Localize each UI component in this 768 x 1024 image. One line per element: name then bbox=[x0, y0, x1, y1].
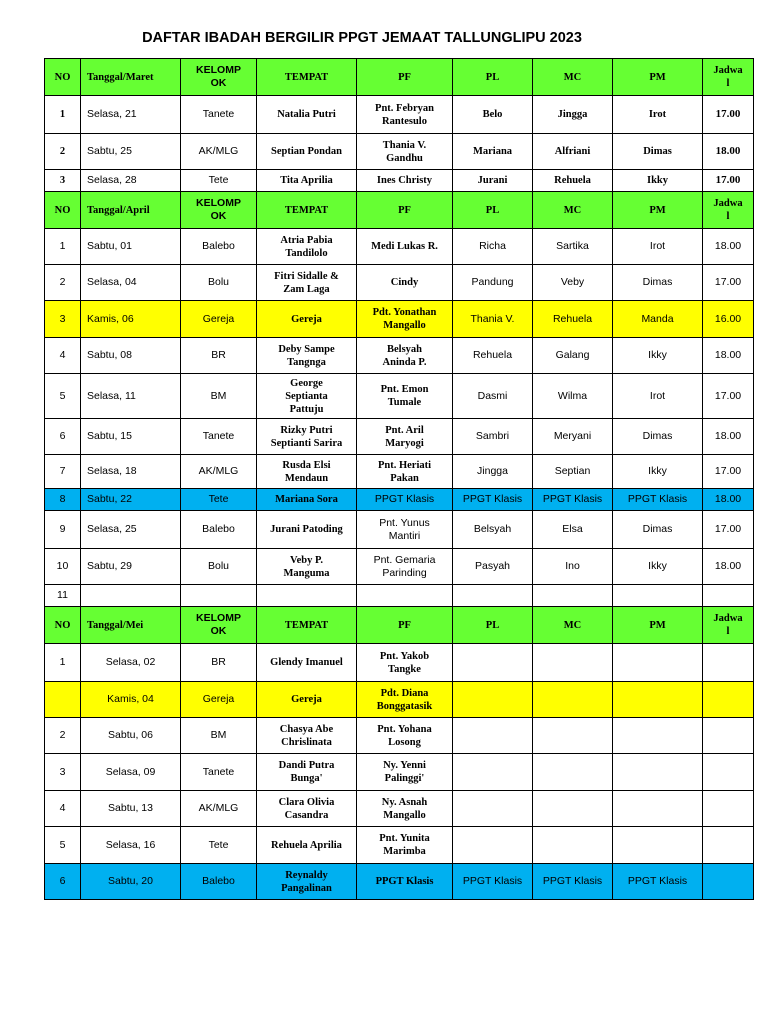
cell-tempat: Rusda Elsi Mendaun bbox=[257, 455, 357, 489]
cell-no: 2 bbox=[45, 718, 81, 754]
cell-tanggal: Sabtu, 13 bbox=[81, 791, 181, 827]
cell-pf: Pnt. Aril Maryogi bbox=[357, 419, 453, 455]
cell-mc: Sartika bbox=[533, 229, 613, 265]
cell-kelompok: Tete bbox=[181, 170, 257, 192]
cell-pm bbox=[613, 718, 703, 754]
cell-no: 3 bbox=[45, 754, 81, 791]
cell-pl bbox=[453, 585, 533, 607]
cell-pm: Manda bbox=[613, 301, 703, 338]
cell-jadwal: 18.00 bbox=[703, 419, 754, 455]
cell-pf: Ny. Yenni Palinggi' bbox=[357, 754, 453, 791]
cell-kelompok: Tete bbox=[181, 489, 257, 511]
cell-kelompok: Balebo bbox=[181, 229, 257, 265]
cell-jadwal: 17.00 bbox=[703, 374, 754, 419]
table-row bbox=[45, 549, 754, 585]
cell-tanggal: Selasa, 02 bbox=[81, 644, 181, 682]
cell-pm bbox=[613, 791, 703, 827]
cell-pl bbox=[453, 718, 533, 754]
cell-pl bbox=[453, 644, 533, 682]
table-row bbox=[45, 489, 754, 511]
cell-pl: Pandung bbox=[453, 265, 533, 301]
cell-pm: Dimas bbox=[613, 265, 703, 301]
header-cell-jadwal: Jadwa l bbox=[703, 59, 754, 96]
cell-jadwal: 18.00 bbox=[703, 134, 754, 170]
header-cell-pl: PL bbox=[453, 192, 533, 229]
table-row bbox=[45, 682, 754, 718]
cell-mc: Ino bbox=[533, 549, 613, 585]
cell-pf: Pnt. Yohana Losong bbox=[357, 718, 453, 754]
header-cell-tanggal: Tanggal/April bbox=[81, 192, 181, 229]
cell-kelompok: Tete bbox=[181, 827, 257, 864]
cell-jadwal bbox=[703, 791, 754, 827]
cell-jadwal bbox=[703, 644, 754, 682]
cell-tempat: Dandi Putra Bunga' bbox=[257, 754, 357, 791]
cell-pm bbox=[613, 754, 703, 791]
cell-no: 8 bbox=[45, 489, 81, 511]
cell-pm: Dimas bbox=[613, 134, 703, 170]
cell-pm: Ikky bbox=[613, 549, 703, 585]
header-cell-mc: MC bbox=[533, 192, 613, 229]
cell-no: 4 bbox=[45, 338, 81, 374]
cell-pm bbox=[613, 644, 703, 682]
cell-mc bbox=[533, 585, 613, 607]
cell-pl: Mariana bbox=[453, 134, 533, 170]
cell-tempat: Rehuela Aprilia bbox=[257, 827, 357, 864]
cell-no: 3 bbox=[45, 301, 81, 338]
cell-pl: Pasyah bbox=[453, 549, 533, 585]
cell-no: 4 bbox=[45, 791, 81, 827]
cell-kelompok: AK/MLG bbox=[181, 455, 257, 489]
cell-kelompok: Balebo bbox=[181, 864, 257, 900]
cell-jadwal: 17.00 bbox=[703, 96, 754, 134]
cell-tempat: Rizky Putri Septianti Sarira bbox=[257, 419, 357, 455]
cell-pl bbox=[453, 682, 533, 718]
cell-tanggal: Sabtu, 20 bbox=[81, 864, 181, 900]
cell-mc bbox=[533, 827, 613, 864]
cell-no: 3 bbox=[45, 170, 81, 192]
cell-pl bbox=[453, 791, 533, 827]
cell-no: 9 bbox=[45, 511, 81, 549]
cell-no: 11 bbox=[45, 585, 81, 607]
cell-tempat: Natalia Putri bbox=[257, 96, 357, 134]
header-cell-tempat: TEMPAT bbox=[257, 59, 357, 96]
cell-pm: Irot bbox=[613, 374, 703, 419]
header-cell-pf: PF bbox=[357, 192, 453, 229]
cell-mc bbox=[533, 682, 613, 718]
cell-no: 2 bbox=[45, 265, 81, 301]
cell-tanggal: Sabtu, 22 bbox=[81, 489, 181, 511]
cell-tanggal: Kamis, 06 bbox=[81, 301, 181, 338]
header-cell-tempat: TEMPAT bbox=[257, 607, 357, 644]
cell-pf: PPGT Klasis bbox=[357, 489, 453, 511]
cell-tempat: Septian Pondan bbox=[257, 134, 357, 170]
cell-mc: PPGT Klasis bbox=[533, 864, 613, 900]
cell-no: 1 bbox=[45, 229, 81, 265]
cell-no: 2 bbox=[45, 134, 81, 170]
header-cell-kelompok: KELOMP OK bbox=[181, 59, 257, 96]
header-cell-pm: PM bbox=[613, 192, 703, 229]
cell-pm: Ikky bbox=[613, 455, 703, 489]
cell-kelompok: BR bbox=[181, 338, 257, 374]
cell-jadwal bbox=[703, 827, 754, 864]
cell-pm bbox=[613, 682, 703, 718]
header-cell-tempat: TEMPAT bbox=[257, 192, 357, 229]
cell-pl: Sambri bbox=[453, 419, 533, 455]
cell-tanggal: Kamis, 04 bbox=[81, 682, 181, 718]
header-cell-pl: PL bbox=[453, 607, 533, 644]
cell-pl: Jurani bbox=[453, 170, 533, 192]
cell-tempat: George Septianta Pattuju bbox=[257, 374, 357, 419]
header-cell-no: NO bbox=[45, 607, 81, 644]
cell-pl bbox=[453, 754, 533, 791]
table-row bbox=[45, 170, 754, 192]
cell-jadwal: 17.00 bbox=[703, 170, 754, 192]
cell-tempat: Atria Pabia Tandilolo bbox=[257, 229, 357, 265]
cell-no: 5 bbox=[45, 374, 81, 419]
cell-tanggal: Selasa, 25 bbox=[81, 511, 181, 549]
table-row bbox=[45, 754, 754, 791]
cell-tanggal: Sabtu, 25 bbox=[81, 134, 181, 170]
cell-pm: Ikky bbox=[613, 338, 703, 374]
cell-kelompok: Gereja bbox=[181, 301, 257, 338]
header-cell-no: NO bbox=[45, 192, 81, 229]
cell-jadwal: 17.00 bbox=[703, 455, 754, 489]
table-row bbox=[45, 96, 754, 134]
table-row bbox=[45, 644, 754, 682]
cell-pf: Pdt. Diana Bonggatasik bbox=[357, 682, 453, 718]
cell-pl: Jingga bbox=[453, 455, 533, 489]
cell-pf bbox=[357, 585, 453, 607]
cell-tanggal: Sabtu, 06 bbox=[81, 718, 181, 754]
cell-jadwal: 18.00 bbox=[703, 338, 754, 374]
section-header-row bbox=[45, 607, 754, 644]
section-header-row bbox=[45, 192, 754, 229]
cell-tempat: Jurani Patoding bbox=[257, 511, 357, 549]
cell-pf: Pnt. Emon Tumale bbox=[357, 374, 453, 419]
cell-tempat: Veby P. Manguma bbox=[257, 549, 357, 585]
cell-no: 6 bbox=[45, 419, 81, 455]
header-cell-jadwal: Jadwa l bbox=[703, 192, 754, 229]
cell-pm: Irot bbox=[613, 96, 703, 134]
cell-pf: Belsyah Aninda P. bbox=[357, 338, 453, 374]
cell-pf: Pdt. Yonathan Mangallo bbox=[357, 301, 453, 338]
cell-tanggal: Selasa, 09 bbox=[81, 754, 181, 791]
cell-pl bbox=[453, 827, 533, 864]
cell-pl: Rehuela bbox=[453, 338, 533, 374]
cell-jadwal bbox=[703, 585, 754, 607]
table-row bbox=[45, 455, 754, 489]
cell-tempat: Gereja bbox=[257, 682, 357, 718]
cell-mc: Rehuela bbox=[533, 170, 613, 192]
table-row bbox=[45, 585, 754, 607]
cell-kelompok: Tanete bbox=[181, 419, 257, 455]
cell-tempat: Fitri Sidalle & Zam Laga bbox=[257, 265, 357, 301]
cell-pm: Dimas bbox=[613, 511, 703, 549]
header-cell-tanggal: Tanggal/Mei bbox=[81, 607, 181, 644]
cell-mc bbox=[533, 754, 613, 791]
cell-pm: Ikky bbox=[613, 170, 703, 192]
header-cell-pm: PM bbox=[613, 59, 703, 96]
cell-jadwal bbox=[703, 682, 754, 718]
cell-kelompok: AK/MLG bbox=[181, 791, 257, 827]
cell-jadwal: 18.00 bbox=[703, 549, 754, 585]
cell-tanggal: Selasa, 04 bbox=[81, 265, 181, 301]
cell-no: 1 bbox=[45, 644, 81, 682]
header-cell-pl: PL bbox=[453, 59, 533, 96]
table-row bbox=[45, 265, 754, 301]
cell-tempat: Deby Sampe Tangnga bbox=[257, 338, 357, 374]
cell-no bbox=[45, 682, 81, 718]
cell-mc: Wilma bbox=[533, 374, 613, 419]
cell-no: 6 bbox=[45, 864, 81, 900]
cell-pm bbox=[613, 585, 703, 607]
header-cell-mc: MC bbox=[533, 607, 613, 644]
cell-no: 10 bbox=[45, 549, 81, 585]
cell-tempat: Gereja bbox=[257, 301, 357, 338]
table-row bbox=[45, 511, 754, 549]
table-row bbox=[45, 374, 754, 419]
table-row bbox=[45, 134, 754, 170]
cell-pm: PPGT Klasis bbox=[613, 864, 703, 900]
cell-tanggal: Selasa, 16 bbox=[81, 827, 181, 864]
cell-jadwal: 18.00 bbox=[703, 489, 754, 511]
cell-pl: Belo bbox=[453, 96, 533, 134]
cell-tanggal: Selasa, 11 bbox=[81, 374, 181, 419]
cell-jadwal: 16.00 bbox=[703, 301, 754, 338]
header-cell-kelompok: KELOMP OK bbox=[181, 192, 257, 229]
cell-pm bbox=[613, 827, 703, 864]
cell-mc: Elsa bbox=[533, 511, 613, 549]
cell-mc bbox=[533, 791, 613, 827]
table-row bbox=[45, 229, 754, 265]
header-cell-tanggal: Tanggal/Maret bbox=[81, 59, 181, 96]
cell-pl: PPGT Klasis bbox=[453, 864, 533, 900]
cell-pl: Thania V. bbox=[453, 301, 533, 338]
cell-tempat: Mariana Sora bbox=[257, 489, 357, 511]
cell-jadwal: 18.00 bbox=[703, 229, 754, 265]
cell-pf: Ines Christy bbox=[357, 170, 453, 192]
header-cell-pf: PF bbox=[357, 59, 453, 96]
cell-tanggal: Selasa, 21 bbox=[81, 96, 181, 134]
cell-jadwal: 17.00 bbox=[703, 511, 754, 549]
cell-tanggal bbox=[81, 585, 181, 607]
table-row bbox=[45, 791, 754, 827]
cell-kelompok bbox=[181, 585, 257, 607]
cell-pm: Dimas bbox=[613, 419, 703, 455]
cell-jadwal bbox=[703, 864, 754, 900]
cell-pf: Medi Lukas R. bbox=[357, 229, 453, 265]
header-cell-no: NO bbox=[45, 59, 81, 96]
cell-pf: Cindy bbox=[357, 265, 453, 301]
cell-pf: Pnt. Yakob Tangke bbox=[357, 644, 453, 682]
cell-mc: Galang bbox=[533, 338, 613, 374]
cell-kelompok: BM bbox=[181, 718, 257, 754]
cell-pf: Thania V. Gandhu bbox=[357, 134, 453, 170]
cell-tempat: Reynaldy Pangalinan bbox=[257, 864, 357, 900]
cell-tanggal: Selasa, 18 bbox=[81, 455, 181, 489]
header-cell-pf: PF bbox=[357, 607, 453, 644]
schedule-table bbox=[44, 58, 754, 900]
cell-tempat: Clara Olivia Casandra bbox=[257, 791, 357, 827]
cell-jadwal bbox=[703, 754, 754, 791]
cell-pf: Pnt. Gemaria Parinding bbox=[357, 549, 453, 585]
cell-tanggal: Sabtu, 08 bbox=[81, 338, 181, 374]
cell-tempat: Glendy Imanuel bbox=[257, 644, 357, 682]
cell-tempat: Chasya Abe Chrislinata bbox=[257, 718, 357, 754]
cell-pl: Richa bbox=[453, 229, 533, 265]
cell-mc bbox=[533, 718, 613, 754]
table-row bbox=[45, 301, 754, 338]
header-cell-kelompok: KELOMP OK bbox=[181, 607, 257, 644]
table-row bbox=[45, 827, 754, 864]
cell-kelompok: Bolu bbox=[181, 549, 257, 585]
cell-tempat: Tita Aprilia bbox=[257, 170, 357, 192]
cell-no: 5 bbox=[45, 827, 81, 864]
cell-no: 1 bbox=[45, 96, 81, 134]
cell-mc: PPGT Klasis bbox=[533, 489, 613, 511]
cell-jadwal: 17.00 bbox=[703, 265, 754, 301]
header-cell-pm: PM bbox=[613, 607, 703, 644]
cell-kelompok: Tanete bbox=[181, 754, 257, 791]
table-row bbox=[45, 338, 754, 374]
cell-pf: Pnt. Heriati Pakan bbox=[357, 455, 453, 489]
section-header-row bbox=[45, 59, 754, 96]
cell-pl: Belsyah bbox=[453, 511, 533, 549]
cell-mc: Meryani bbox=[533, 419, 613, 455]
cell-tanggal: Selasa, 28 bbox=[81, 170, 181, 192]
cell-tanggal: Sabtu, 15 bbox=[81, 419, 181, 455]
cell-mc: Alfriani bbox=[533, 134, 613, 170]
cell-pm: Irot bbox=[613, 229, 703, 265]
cell-mc: Rehuela bbox=[533, 301, 613, 338]
cell-mc bbox=[533, 644, 613, 682]
cell-no: 7 bbox=[45, 455, 81, 489]
cell-pm: PPGT Klasis bbox=[613, 489, 703, 511]
cell-pf: Pnt. Yunita Marimba bbox=[357, 827, 453, 864]
table-row bbox=[45, 718, 754, 754]
cell-pf: Pnt. Yunus Mantiri bbox=[357, 511, 453, 549]
cell-kelompok: BM bbox=[181, 374, 257, 419]
cell-jadwal bbox=[703, 718, 754, 754]
cell-pf: Pnt. Febryan Rantesulo bbox=[357, 96, 453, 134]
cell-tanggal: Sabtu, 01 bbox=[81, 229, 181, 265]
cell-pf: PPGT Klasis bbox=[357, 864, 453, 900]
cell-kelompok: Balebo bbox=[181, 511, 257, 549]
cell-kelompok: BR bbox=[181, 644, 257, 682]
cell-tempat bbox=[257, 585, 357, 607]
cell-kelompok: Gereja bbox=[181, 682, 257, 718]
cell-kelompok: Bolu bbox=[181, 265, 257, 301]
cell-mc: Veby bbox=[533, 265, 613, 301]
document-title: DAFTAR IBADAH BERGILIR PPGT JEMAAT TALLUNGLIPU 2023 bbox=[142, 30, 582, 46]
cell-kelompok: AK/MLG bbox=[181, 134, 257, 170]
cell-pf: Ny. Asnah Mangallo bbox=[357, 791, 453, 827]
cell-mc: Jingga bbox=[533, 96, 613, 134]
table-row bbox=[45, 864, 754, 900]
table-row bbox=[45, 419, 754, 455]
cell-pl: PPGT Klasis bbox=[453, 489, 533, 511]
cell-mc: Septian bbox=[533, 455, 613, 489]
cell-kelompok: Tanete bbox=[181, 96, 257, 134]
header-cell-jadwal: Jadwa l bbox=[703, 607, 754, 644]
cell-tanggal: Sabtu, 29 bbox=[81, 549, 181, 585]
header-cell-mc: MC bbox=[533, 59, 613, 96]
cell-pl: Dasmi bbox=[453, 374, 533, 419]
